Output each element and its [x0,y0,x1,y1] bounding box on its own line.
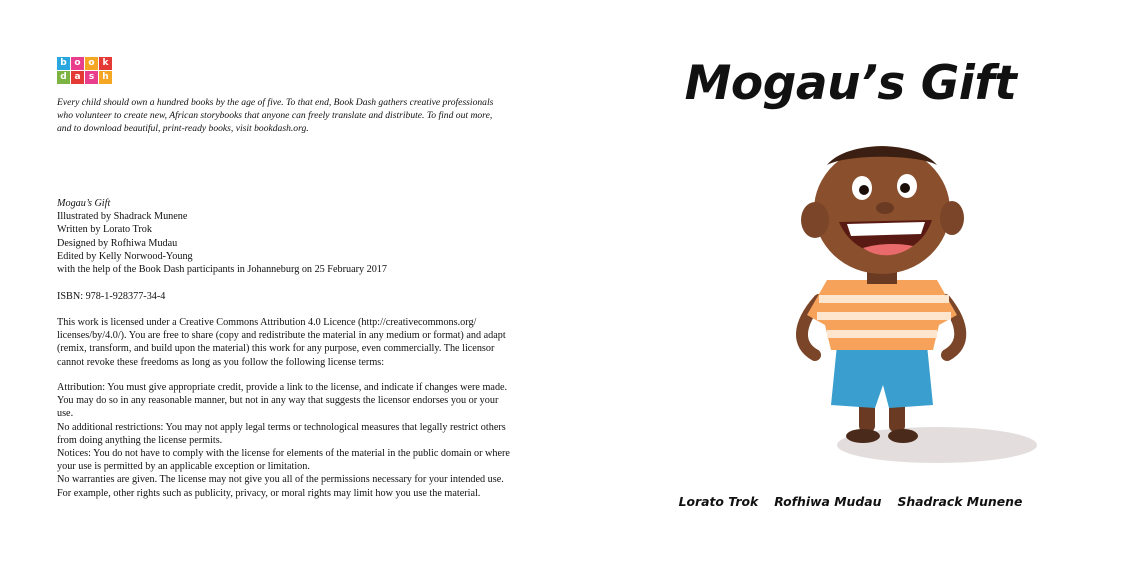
cover-title: Mogau’s Gift [684,56,1017,111]
term-no-warranties: No warranties are given. The license may not give you all of the permissions necessary for your intended use. For example, other rights such as publicity, privacy, or moral rights may limit how you use the material. [57,474,504,499]
author-name: Rofhiwa Mudau [774,494,882,509]
logo-tile: b [57,57,70,70]
isbn: ISBN: 978-1-928377-34-4 [57,291,166,302]
term-notices: Notices: You do not have to comply with the license for elements of the material in the public domain or where your use is permitted by an applicable exception or limitation. [57,448,510,473]
credits-book-title: Mogau’s Gift [57,198,111,209]
credits-help-line: with the help of the Book Dash participants in Johanneburg on 25 February 2017 [57,264,387,276]
logo-tile: k [99,57,112,70]
term-no-restrictions: No additional restrictions: You may not apply legal terms or technological measures that legally restrict others from doing anything the license permits. [57,421,506,446]
logo-tile: a [71,71,84,84]
boy-illustration [767,140,1047,470]
logo-tile: d [57,71,70,84]
logo-tile: s [85,71,98,84]
license-text: This work is licensed under a Creative Commons Attribution 4.0 Licence (http://creativecommons.org/ licenses/by/4.0/). You are free to share (copy and redistribute the material in any medium or format) and adapt (remix, transform, and build upon the material) this work for any purpose, even commercially. The licensor cannot revoke these freedoms as long as you follow the following license terms: [57,317,506,368]
cover-authors [567,494,1134,509]
author-name: Lorato Trok [678,494,759,509]
logo-tile: h [99,71,112,84]
credits-editor: Edited by Kelly Norwood-Young [57,250,193,262]
term-attribution: Attribution: You must give appropriate credit, provide a link to the license, and indicate if changes were made. You may do so in any reasonable manner, but not in any way that suggests the licensor endorses you or your use. [57,382,508,420]
logo-tile: o [85,57,98,70]
credits-illustrator: Illustrated by Shadrack Munene [57,211,188,223]
credits-block [57,197,517,276]
credits-writer: Written by Lorato Trok [57,224,152,236]
cover-page [567,0,1134,567]
mission-statement: Every child should own a hundred books by the age of five. To that end, Book Dash gathers creative professionals who volunteer to create new, African storybooks that anyone can freely translate and distribute. To find out more, and to download beautiful, print-ready books, visit bookdash.org. [57,97,494,135]
logo-tile: o [71,57,84,70]
license-block [57,316,512,382]
license-terms [57,381,512,500]
book-dash-logo [57,57,113,84]
author-name: Shadrack Munene [897,494,1023,509]
credits-designer: Designed by Rofhiwa Mudau [57,237,178,249]
